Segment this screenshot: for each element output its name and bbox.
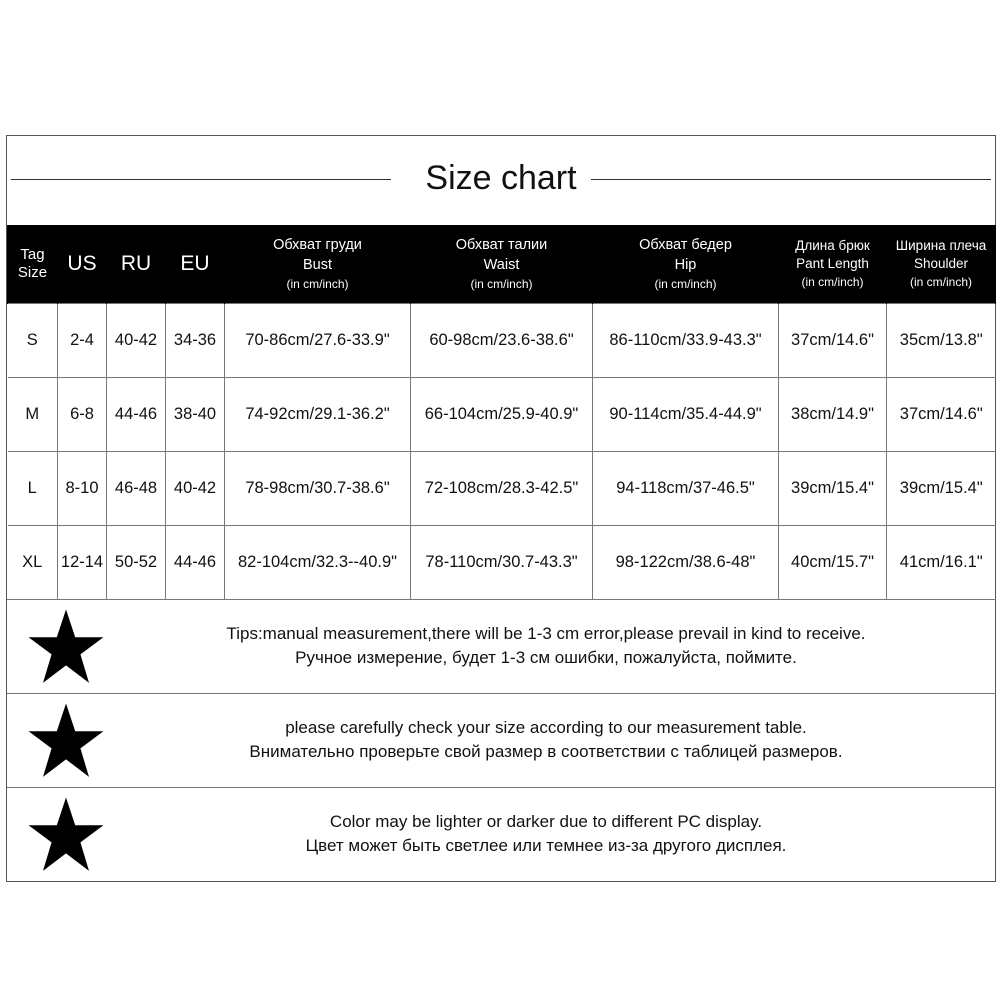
table-row [8, 304, 996, 378]
cell-shoulder: 35cm/13.8" [887, 304, 996, 378]
cell-shoulder: 37cm/14.6" [887, 378, 996, 452]
cell-eu: 40-42 [166, 452, 225, 526]
tip-text-ru: Внимательно проверьте свой размер в соответствии с таблицей размеров. [249, 742, 843, 761]
header-bust-unit: (in cm/inch) [286, 277, 349, 291]
size-chart-frame [6, 135, 996, 882]
cell-shoulder: 41cm/16.1" [887, 526, 996, 600]
table-row [8, 452, 996, 526]
tip-text [117, 810, 975, 858]
cell-pant-length: 39cm/15.4" [779, 452, 887, 526]
header-shoulder-en: Shoulder [913, 256, 969, 271]
size-table [7, 225, 996, 600]
header-waist-ru: Обхват талии [455, 237, 548, 253]
cell-waist: 72-108cm/28.3-42.5" [411, 452, 593, 526]
title-row [7, 136, 995, 226]
cell-us: 6-8 [58, 378, 107, 452]
cell-ru: 40-42 [107, 304, 166, 378]
cell-waist: 66-104cm/25.9-40.9" [411, 378, 593, 452]
header-us: US [58, 225, 107, 304]
header-tag-line2: Size [17, 264, 48, 281]
cell-pant-length: 37cm/14.6" [779, 304, 887, 378]
tip-text-en: Tips:manual measurement,there will be 1-3 cm error,please prevail in kind to receive. [226, 624, 866, 643]
header-hip [593, 225, 779, 304]
tip-text [117, 716, 975, 764]
header-waist-en: Waist [483, 257, 520, 273]
cell-pant-length: 38cm/14.9" [779, 378, 887, 452]
cell-shoulder: 39cm/15.4" [887, 452, 996, 526]
cell-us: 2-4 [58, 304, 107, 378]
header-shoulder-ru: Ширина плеча [895, 238, 987, 253]
header-ru: RU [107, 225, 166, 304]
cell-tag: XL [8, 526, 58, 600]
tip-text-en: Color may be lighter or darker due to different PC display. [329, 812, 763, 831]
table-row [8, 526, 996, 600]
title-divider-right [591, 179, 991, 180]
header-bust [225, 225, 411, 304]
header-hip-ru: Обхват бедер [639, 237, 732, 253]
cell-ru: 44-46 [107, 378, 166, 452]
cell-eu: 34-36 [166, 304, 225, 378]
cell-us: 8-10 [58, 452, 107, 526]
cell-bust: 82-104cm/32.3--40.9" [225, 526, 411, 600]
header-bust-en: Bust [302, 257, 332, 273]
tip-text-en: please carefully check your size according to our measurement table. [285, 718, 807, 737]
star-icon [27, 608, 105, 686]
tip-color [7, 787, 995, 881]
cell-waist: 60-98cm/23.6-38.6" [411, 304, 593, 378]
header-tag-line1: Tag [20, 246, 45, 263]
cell-ru: 50-52 [107, 526, 166, 600]
cell-bust: 70-86cm/27.6-33.9" [225, 304, 411, 378]
cell-ru: 46-48 [107, 452, 166, 526]
header-shoulder [887, 225, 996, 304]
tip-measurement [7, 599, 995, 693]
header-waist-unit: (in cm/inch) [470, 277, 533, 291]
cell-eu: 38-40 [166, 378, 225, 452]
cell-hip: 90-114cm/35.4-44.9" [593, 378, 779, 452]
cell-tag: M [8, 378, 58, 452]
tip-text-ru: Цвет может быть светлее или темнее из-за другого дисплея. [305, 836, 787, 855]
cell-bust: 74-92cm/29.1-36.2" [225, 378, 411, 452]
cell-hip: 98-122cm/38.6-48" [593, 526, 779, 600]
tip-text [117, 622, 975, 670]
star-icon [27, 702, 105, 780]
tip-text-ru: Ручное измерение, будет 1-3 см ошибки, пожалуйста, поймите. [295, 648, 797, 667]
table-row [8, 378, 996, 452]
header-hip-unit: (in cm/inch) [654, 277, 717, 291]
table-header-row [8, 225, 996, 304]
cell-pant-length: 40cm/15.7" [779, 526, 887, 600]
header-pant-ru: Длина брюк [795, 238, 870, 253]
cell-bust: 78-98cm/30.7-38.6" [225, 452, 411, 526]
cell-waist: 78-110cm/30.7-43.3" [411, 526, 593, 600]
header-pant-unit: (in cm/inch) [801, 275, 864, 289]
cell-hip: 94-118cm/37-46.5" [593, 452, 779, 526]
cell-tag: L [8, 452, 58, 526]
header-bust-ru: Обхват груди [273, 237, 362, 253]
header-shoulder-unit: (in cm/inch) [909, 275, 972, 289]
tip-check-size [7, 693, 995, 787]
header-eu: EU [166, 225, 225, 304]
header-waist [411, 225, 593, 304]
cell-hip: 86-110cm/33.9-43.3" [593, 304, 779, 378]
star-icon [27, 796, 105, 874]
header-pant-length [779, 225, 887, 304]
page-title: Size chart [425, 159, 577, 197]
cell-tag: S [8, 304, 58, 378]
cell-us: 12-14 [58, 526, 107, 600]
header-hip-en: Hip [674, 257, 697, 273]
header-tag-size [8, 225, 58, 304]
cell-eu: 44-46 [166, 526, 225, 600]
header-pant-en: Pant Length [796, 256, 869, 271]
